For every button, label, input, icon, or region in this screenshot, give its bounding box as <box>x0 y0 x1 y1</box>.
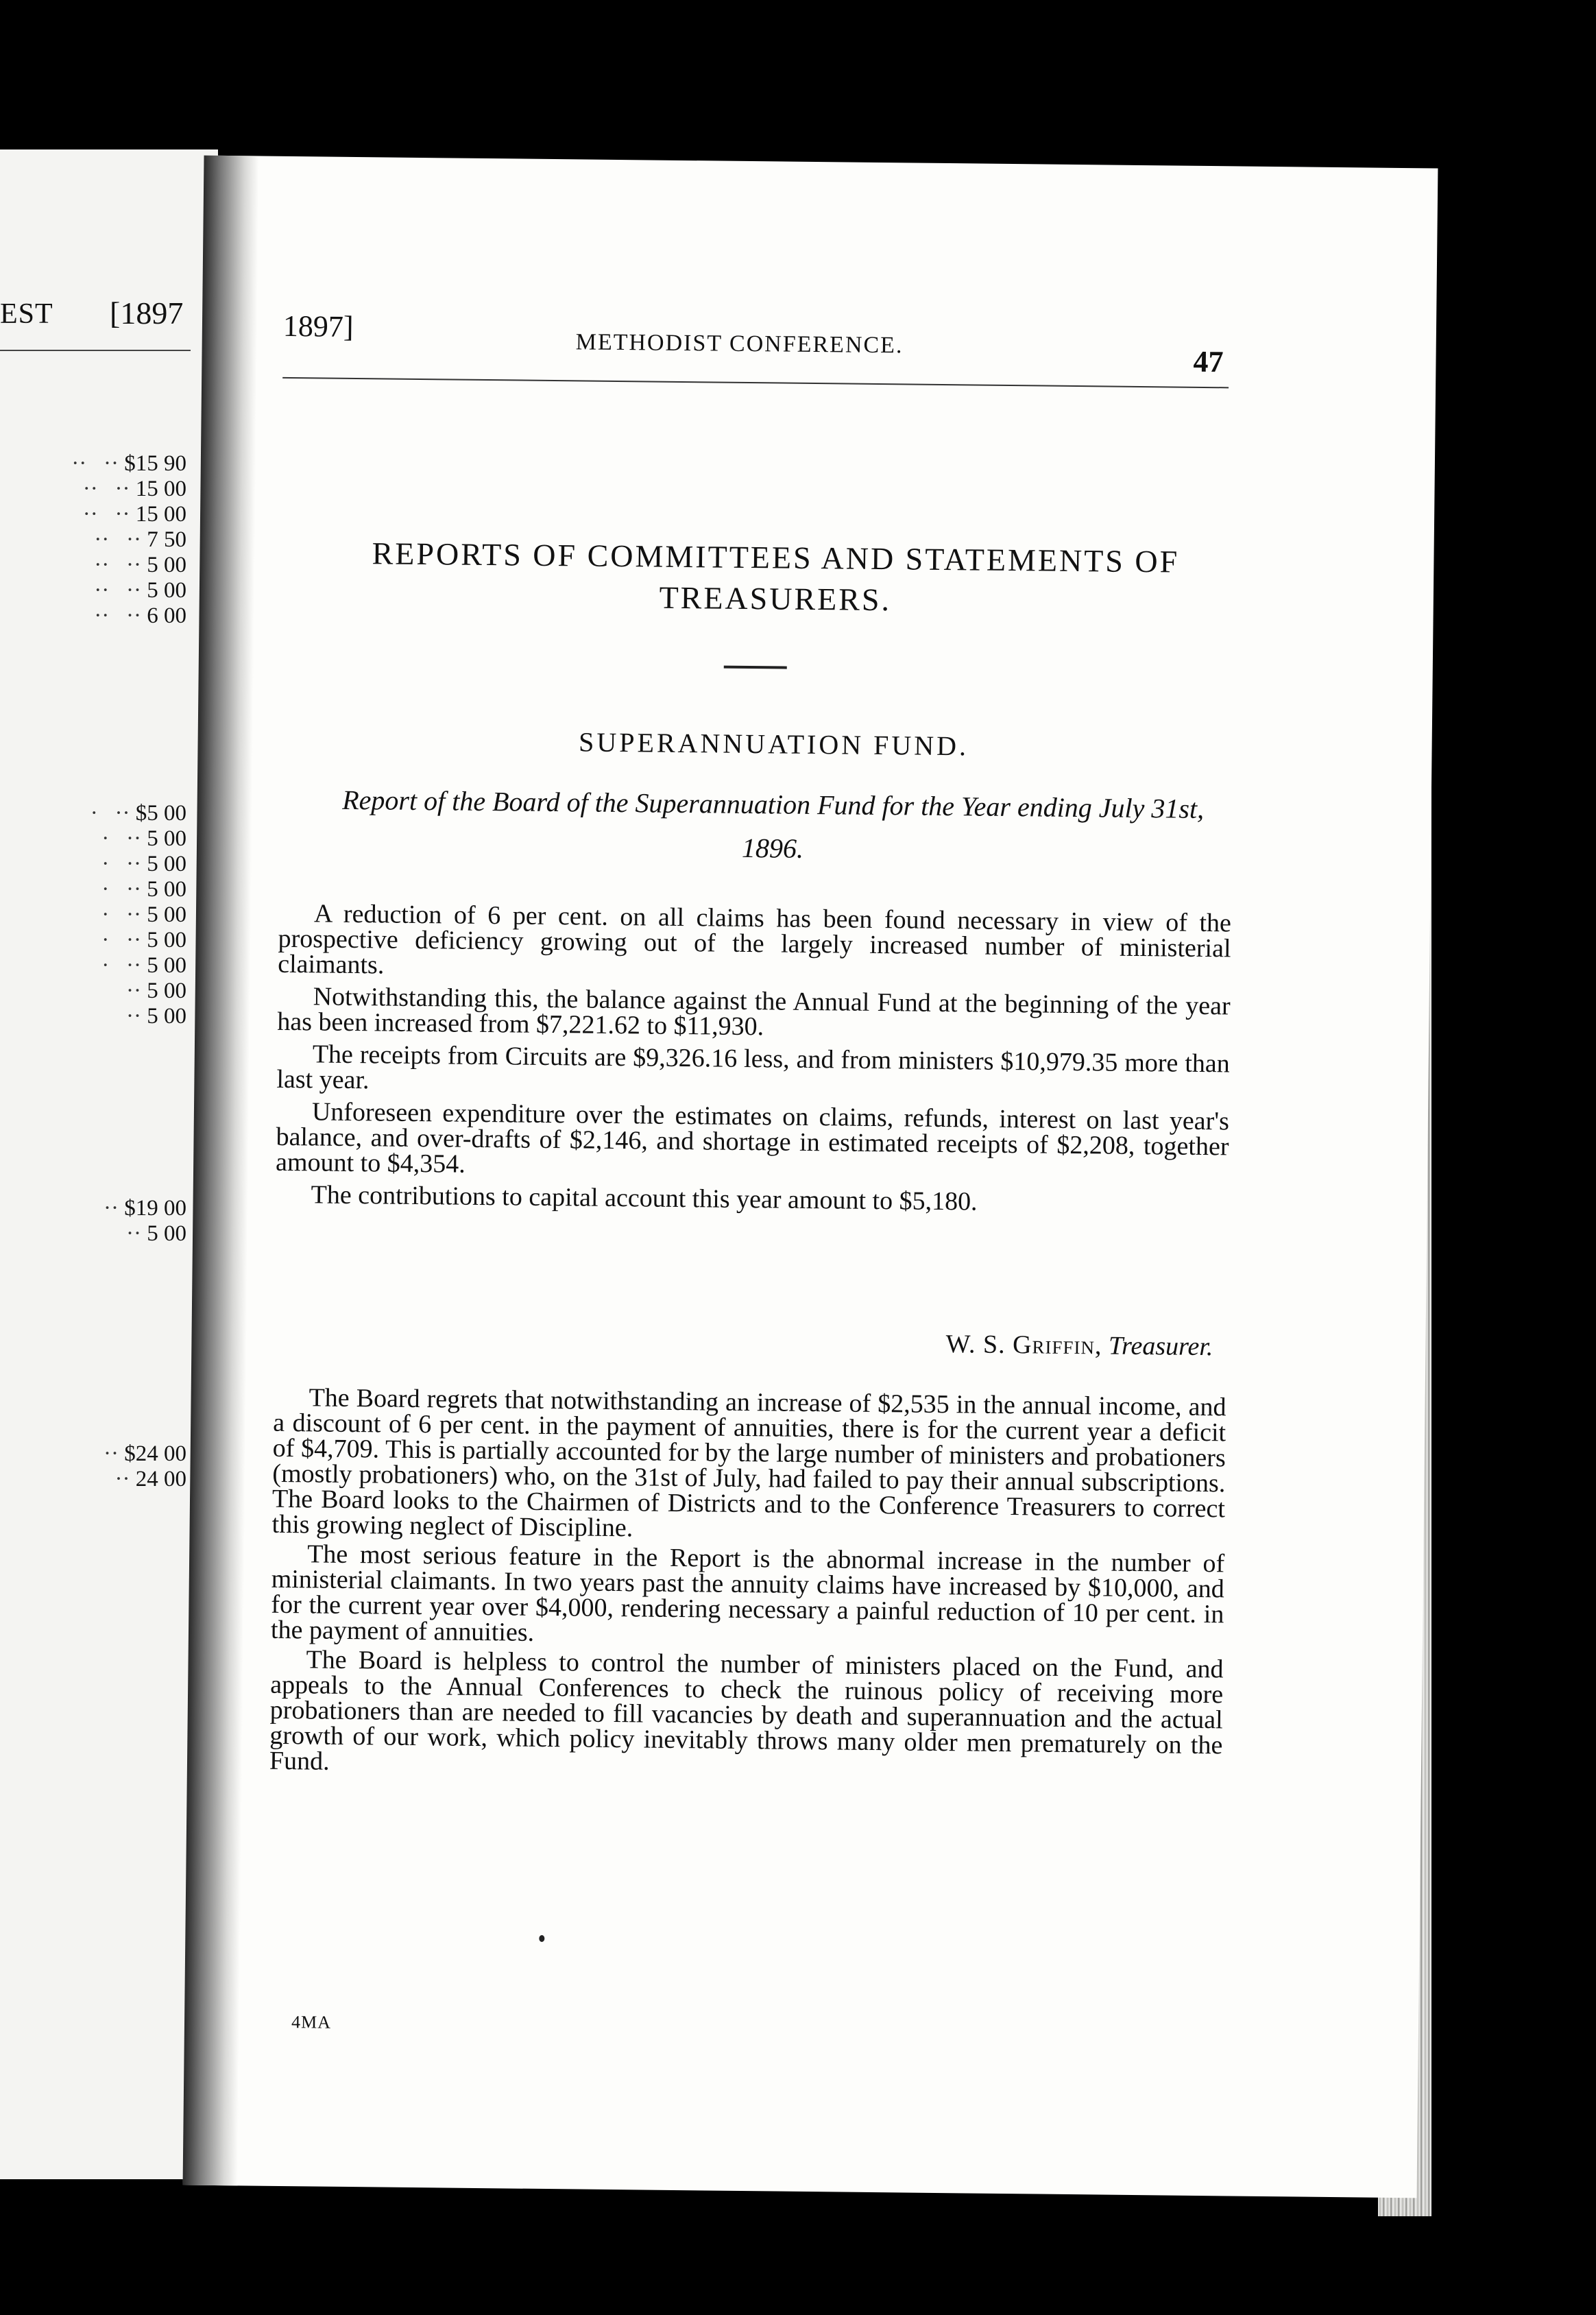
section-divider <box>724 666 787 669</box>
left-page-header-rule <box>0 350 191 351</box>
running-head-title: METHODIST CONFERENCE. <box>575 329 904 359</box>
left-amount: ·· 5 00 <box>126 1004 186 1029</box>
main-page <box>183 156 1438 2198</box>
left-amount: ·· $24 00 <box>104 1441 186 1466</box>
treasurer-report <box>275 901 1231 1218</box>
board-report <box>269 1385 1226 1784</box>
paragraph: The receipts from Circuits are $9,326.16 less, and from ministers $10,979.35 more than last year. <box>276 1040 1230 1095</box>
left-page-header-fragment: EST <box>0 298 53 330</box>
left-amount: · ·· 5 00 <box>101 902 186 927</box>
left-amount: ·· ·· 5 00 <box>94 553 186 577</box>
header-rule <box>282 377 1229 388</box>
paragraph: Notwithstanding this, the balance against the Annual Fund at the beginning of the year has been increased from $7,221.62 to $11,930. <box>277 982 1231 1042</box>
paragraph: The contributions to capital account this year amount to $5,180. <box>311 1180 978 1216</box>
left-amount: · ·· 5 00 <box>101 826 186 851</box>
left-amount: ·· ·· 5 00 <box>94 578 186 603</box>
left-amount: ·· 5 00 <box>126 1221 186 1246</box>
left-page-header-year: [1897 <box>110 296 184 331</box>
paragraph: The Board regrets that notwithstanding an increase of $2,535 in the annual income, and a discount of 6 per cent. in the payment of annuities, there is for the current year a deficit of $4,709. This is partially accounted for by the large number of ministers and probationers (mostly probationers) who, on the 31st of July, had failed to pay their annual subscriptions. The Board looks to the Chairmen of Districts and to the Conference Treasurers to correct this growing neglect of Discipline. <box>271 1383 1226 1543</box>
treasurer-title: Treasurer. <box>1108 1331 1213 1362</box>
left-amount: · ·· 5 00 <box>101 953 186 978</box>
paragraph: The Board is helpless to control the number of ministers placed on the Fund, and appeals to the Annual Conferences to check the ruinous policy of receiving more probationers than are needed to fill vacancies by death and superannuation and the actual growth of our work, which policy inevitably throws many older men prematurely on the Fund. <box>269 1645 1224 1776</box>
left-amount: ·· 5 00 <box>126 979 186 1003</box>
running-head-year: 1897] <box>282 309 354 344</box>
fund-title: SUPERANNUATION FUND. <box>578 726 969 762</box>
signature-block <box>740 1327 1213 1362</box>
left-amount: · ·· 5 00 <box>101 852 186 876</box>
left-amount: ·· ·· 15 00 <box>82 502 186 527</box>
section-title: REPORTS OF COMMITTEES AND STATEMENTS OF TREASURERS. <box>372 536 1180 618</box>
left-amount: ·· ·· $15 90 <box>71 451 186 476</box>
footer-signature-mark: 4MA <box>291 2012 332 2032</box>
treasurer-name: W. S. Griffin, <box>945 1330 1102 1360</box>
paragraph: The most serious feature in the Report is the abnormal increase in the number of ministerial claimants. In two years past the annuity claims have increased by $10,000, and for the current year over $4,000, rendering necessary a painful reduction of 10 per cent. in the payment of annuities. <box>270 1539 1225 1647</box>
page-number: 47 <box>1193 344 1224 379</box>
left-amount: · ·· $5 00 <box>90 801 186 826</box>
left-amount: ·· ·· 15 00 <box>82 477 186 501</box>
paragraph: Unforeseen expenditure over the estimates on claims, refunds, interest on last year's balance, and over-drafts of $2,146, and shortage in estimated receipts of $2,208, together amount to $4,354. <box>275 1097 1230 1179</box>
report-subtitle: Report of the Board of the Superannuation Fund for the Year ending July 31st, 1896. <box>342 784 1205 864</box>
printer-mark <box>539 1935 544 1942</box>
left-amount: ·· ·· 7 50 <box>94 527 186 552</box>
left-amount: ·· 24 00 <box>114 1467 186 1491</box>
left-amount: ·· ·· 6 00 <box>94 603 186 628</box>
left-amount: ·· $19 00 <box>104 1196 186 1221</box>
paragraph: A reduction of 6 per cent. on all claims has been found necessary in view of the prospective deficiency growing out of the largely increased number of ministerial claimants. <box>277 899 1232 980</box>
left-amount: · ·· 5 00 <box>101 877 186 902</box>
left-amount: · ·· 5 00 <box>101 928 186 952</box>
